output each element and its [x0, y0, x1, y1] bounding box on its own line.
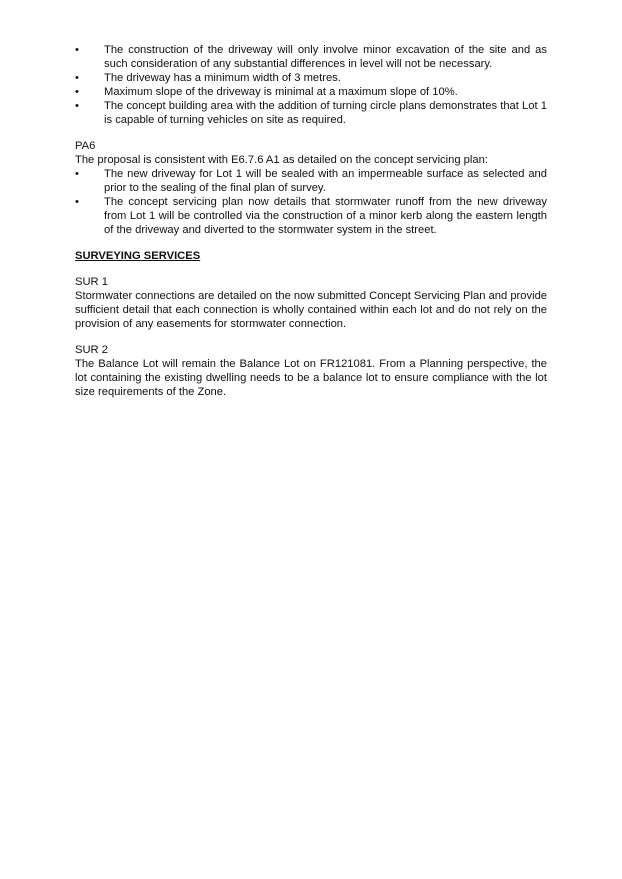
- bullet-item: [75, 99, 547, 127]
- sur1-text: Stormwater connections are detailed on the now submitted Concept Servicing Plan and provide sufficient detail that each connection is wholly contained within each lot and do not rely on the provision of any easements for stormwater connection.: [75, 290, 548, 330]
- bullet-text: Maximum slope of the driveway is minimal at a maximum slope of 10%.: [104, 86, 458, 98]
- sur1-label: SUR 1: [75, 276, 108, 288]
- bullet-icon: •: [75, 44, 79, 56]
- bullet-item: [75, 195, 547, 237]
- document-page: [75, 43, 547, 399]
- sur2-label: SUR 2: [75, 344, 108, 356]
- bullet-item: [75, 85, 547, 99]
- bullet-icon: •: [75, 168, 79, 180]
- bullet-item: [75, 71, 547, 85]
- intro-bullet-list: [75, 43, 547, 127]
- bullet-text: The driveway has a minimum width of 3 metres.: [104, 72, 341, 84]
- pa6-bullet-list: [75, 167, 547, 237]
- pa6-label: PA6: [75, 140, 96, 152]
- pa6-text: The proposal is consistent with E6.7.6 A1 as detailed on the concept servicing plan:: [75, 154, 488, 166]
- bullet-text: The construction of the driveway will only involve minor excavation of the site and as such consideration of any substantial differences in level will not be necessary.: [104, 44, 547, 70]
- bullet-icon: •: [75, 72, 79, 84]
- bullet-text: The concept servicing plan now details that stormwater runoff from the new driveway from Lot 1 will be controlled via the construction of a minor kerb along the eastern length of the driveway and diverted to the stormwater system in the street.: [104, 196, 547, 236]
- bullet-item: [75, 167, 547, 195]
- bullet-icon: •: [75, 86, 79, 98]
- bullet-icon: •: [75, 196, 79, 208]
- bullet-text: The new driveway for Lot 1 will be sealed with an impermeable surface as selected and prior to the sealing of the final plan of survey.: [104, 168, 547, 194]
- surveying-services-heading: SURVEYING SERVICES: [75, 250, 201, 262]
- bullet-text: The concept building area with the addition of turning circle plans demonstrates that Lot 1 is capable of turning vehicles on site as required.: [104, 100, 547, 126]
- bullet-item: [75, 43, 547, 71]
- sur2-text: The Balance Lot will remain the Balance Lot on FR121081. From a Planning perspective, the lot containing the existing dwelling needs to be a balance lot to ensure compliance with the lot size requirements of the Zone.: [75, 358, 547, 398]
- bullet-icon: •: [75, 100, 79, 112]
